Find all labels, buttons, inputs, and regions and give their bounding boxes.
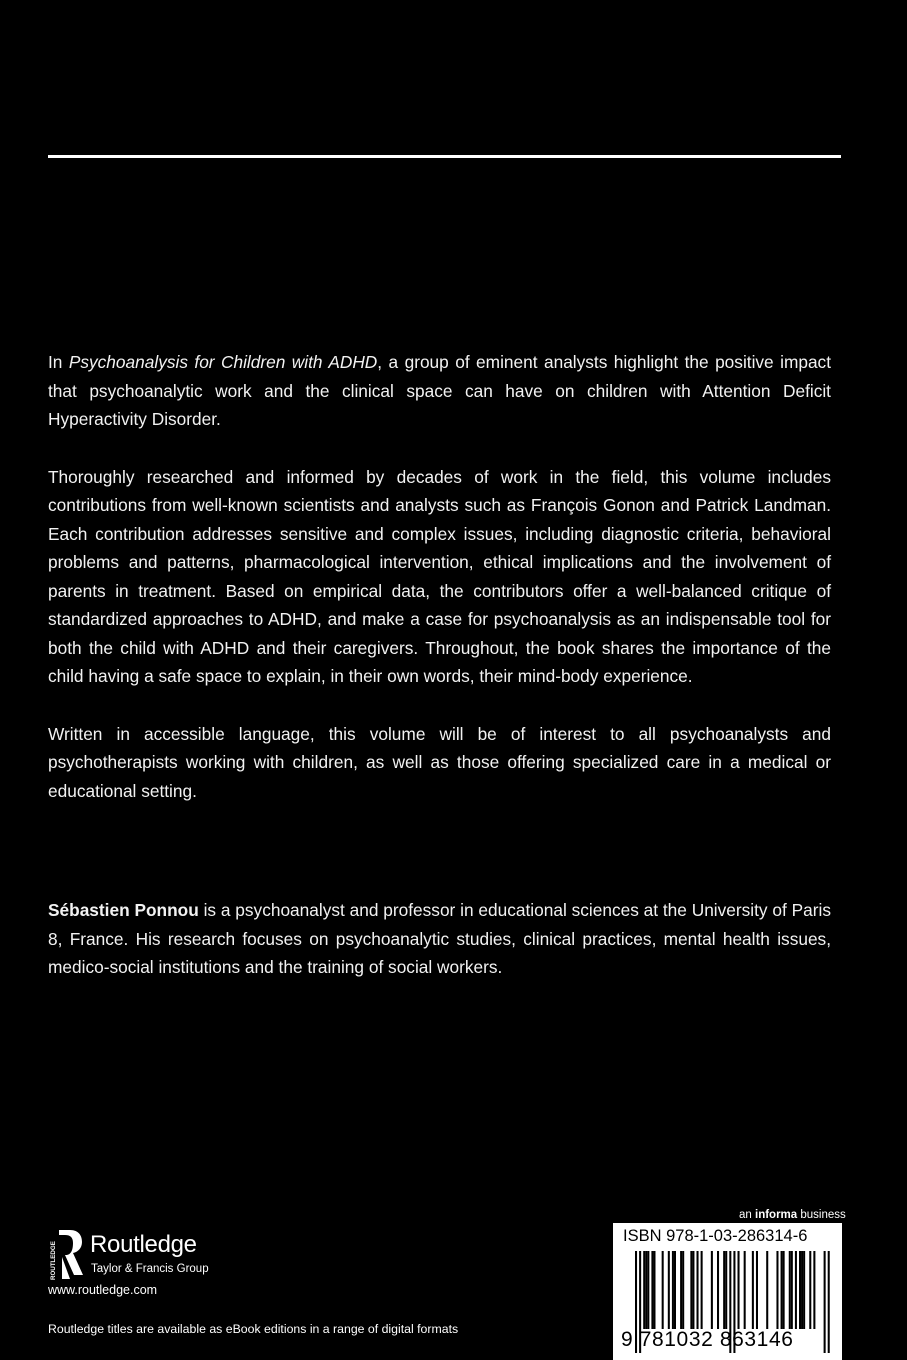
barcode-bar [756,1251,758,1329]
barcode-bar [789,1251,791,1329]
barcode-bar [824,1251,826,1353]
blurb-paragraph-3: Written in accessible language, this volume will be of interest to all psychoanalysts and psychotherapists working with children, as well as those offering specialized care in a medical or educational setting. [48,723,831,801]
routledge-logo [46,1229,286,1289]
barcode-bar [752,1251,754,1329]
back-cover-blurb [48,348,831,834]
barcode-bar [799,1251,801,1329]
barcode-bar [651,1251,653,1329]
author-bio [48,896,831,982]
ebook-note: Routledge titles are available as eBook editions in a range of digital formats [48,1322,459,1336]
publisher-name: Routledge [90,1231,197,1258]
barcode-bar [766,1251,768,1329]
barcode-bar [647,1251,649,1329]
barcode-bar [717,1251,719,1329]
barcode-bar [813,1251,815,1329]
isbn-barcode [613,1223,842,1360]
barcode-bar [738,1251,740,1329]
barcode-digits: 9 781032 863146 [621,1328,794,1351]
barcode-bar [682,1251,684,1329]
isbn-label: ISBN 978-1-03-286314-6 [623,1227,808,1245]
barcode-bar [653,1251,655,1329]
logo-vertical-text: ROUTLEDGE [50,1241,57,1280]
routledge-r-mark-icon [46,1229,84,1281]
barcode-bar [668,1251,670,1329]
book-title: Psychoanalysis for Children with ADHD [68,352,378,372]
publisher-group: Taylor & Francis Group [91,1263,209,1275]
barcode-bar [828,1251,830,1353]
blurb-paragraph-2: Thoroughly researched and informed by decades of work in the field, this volume includes contributions from well-known scientists and analysts such as François Gonon and Patrick Landman. Each contribution addresses sensitive and complex issues, including diagnostic criteria, behavioral problems and patterns, pharmacological intervention, ethical implications and the involvement of parents in treatment. Based on empirical data, the contributors offer a well-balanced critique of standardized approaches to ADHD, and make a case for psychoanalysis as an indispensable tool for both the child with ADHD and their caregivers. Throughout, the book shares the importance of the child having a safe space to explain, in their own words, their mind-body experience. [48,466,831,686]
barcode-bar [781,1251,783,1329]
barcode-bar [690,1251,692,1329]
blurb-prefix: In [48,352,69,372]
author-bio-text: is a psychoanalyst and professor in educational sciences at the University of Paris 8, France. His research focuses on psychoanalytic studies, clinical practices, mental health issues, medico-social institutions and the training of social workers. [48,900,831,977]
barcode-bar [662,1251,664,1329]
barcode-bar [725,1251,727,1329]
informa-brand: informa [755,1209,798,1221]
top-divider-rule [48,155,841,158]
barcode-bar [809,1251,811,1329]
barcode-bar [776,1251,778,1329]
publisher-url[interactable]: www.routledge.com [48,1283,158,1297]
barcode-bar [645,1251,647,1329]
barcode-bar [744,1251,746,1329]
barcode-bar [680,1251,682,1329]
barcode-bar [674,1251,676,1329]
barcode-bar [801,1251,803,1329]
barcode-bar [711,1251,713,1329]
barcode-bar [791,1251,793,1329]
barcode-bar [692,1251,694,1329]
blurb-paragraph-1 [48,348,831,434]
barcode-bar [783,1251,785,1329]
barcode-bar [697,1251,699,1329]
barcode-bar [643,1251,645,1329]
barcode-bar [672,1251,674,1329]
barcode-bar [701,1251,703,1329]
barcode-bar [795,1251,797,1329]
author-name: Sébastien Ponnou [48,900,199,920]
informa-business-note: an informa business [739,1209,846,1221]
barcode-bar [803,1251,805,1329]
barcode-bar [723,1251,725,1329]
blurb-p1-text: , a group of eminent analysts highlight the positive impact that psychoanalytic work and the clinical space can have on children with Attention Deficit Hyperactivity Disorder. [48,352,832,429]
